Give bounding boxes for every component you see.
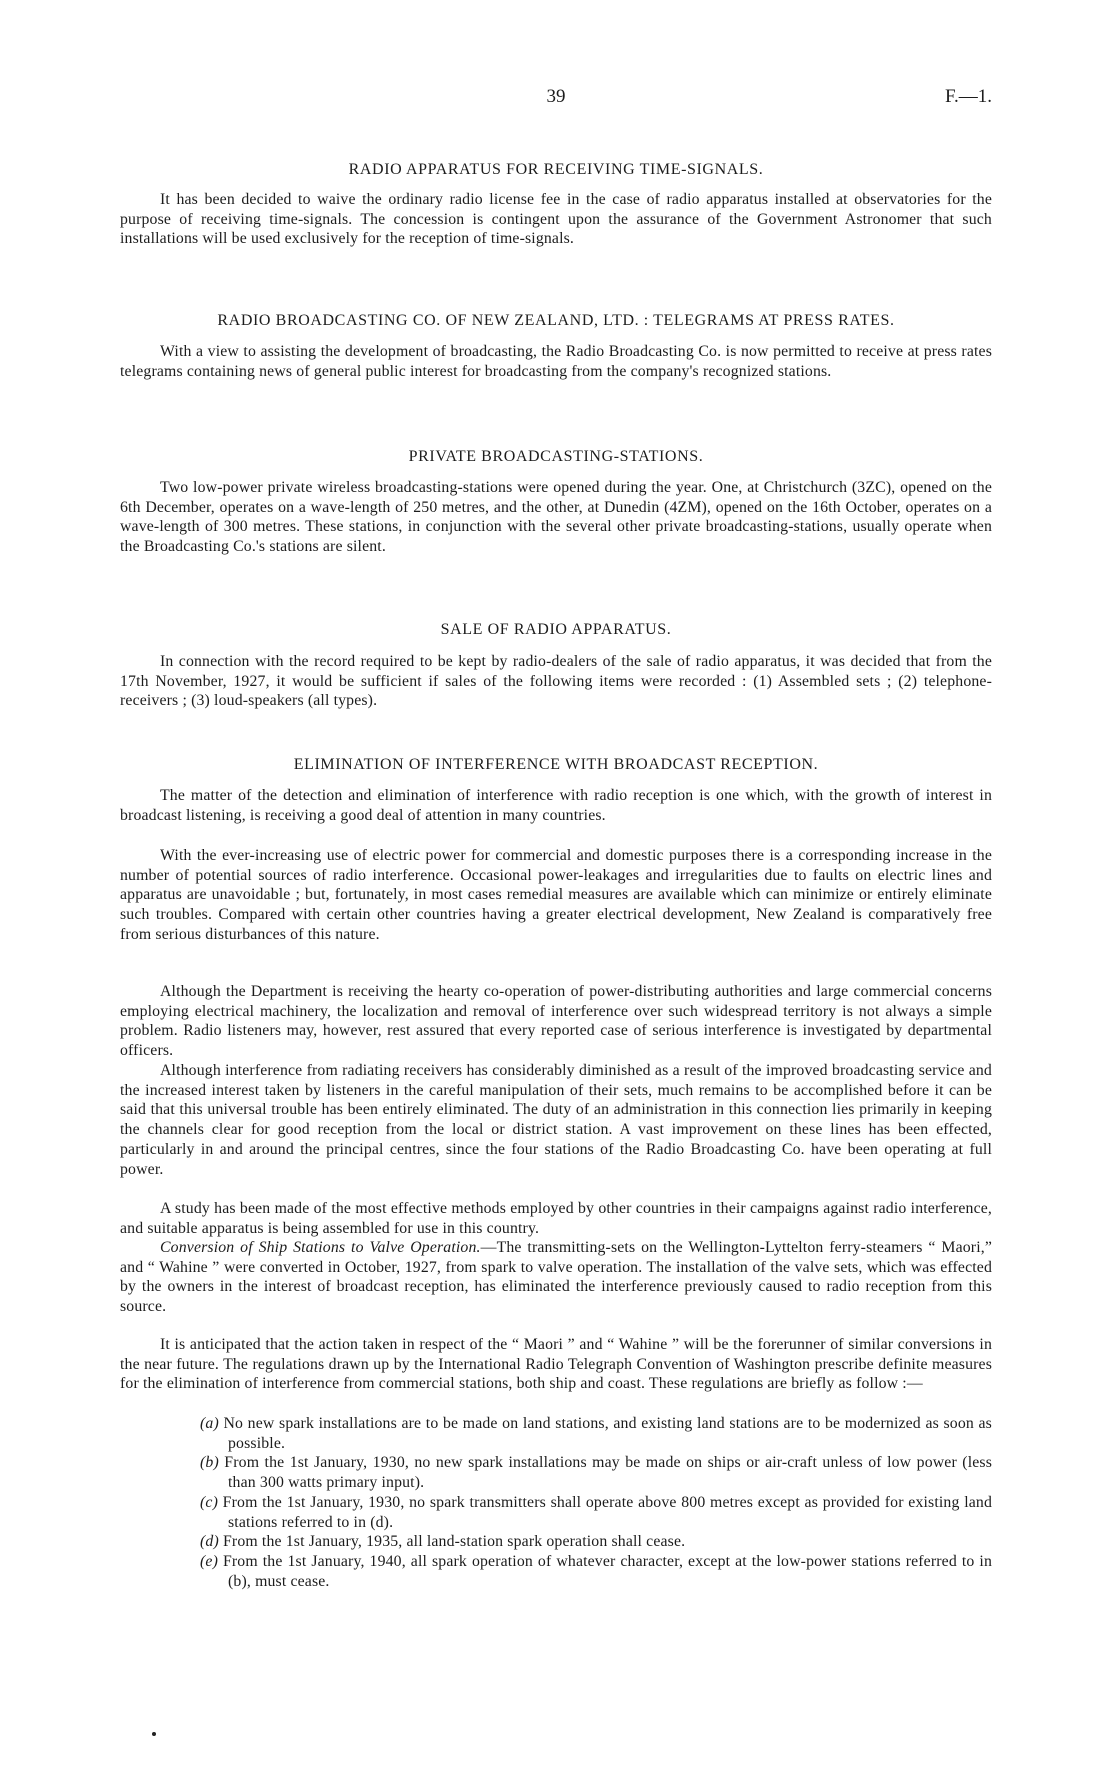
- list-item: [200, 1453, 992, 1492]
- conversion-title: Conversion of Ship Stations to Valve Operation.: [160, 1239, 481, 1256]
- list-item: [200, 1552, 992, 1591]
- list-item: [200, 1493, 992, 1532]
- list-item-text: No new spark installations are to be made on land stations, and existing land stations are to be modernized as soon as possible.: [223, 1415, 992, 1452]
- list-marker: (b): [200, 1454, 219, 1472]
- list-item-text: From the 1st January, 1935, all land-station spark operation shall cease.: [222, 1533, 686, 1551]
- list-item-text: From the 1st January, 1940, all spark operation of whatever character, except at the low-power stations referred to in (b), must cease.: [222, 1552, 992, 1590]
- document-page: [120, 0, 992, 1792]
- paragraph-conversion: [120, 1238, 992, 1317]
- paragraph: Although interference from radiating receivers has considerably diminished as a result of the improved broadcasting service and the increased interest taken by listeners in the careful manipulation of their sets, much remains to be accomplished before it can be said that this universal trouble has been entirely eliminated. The duty of an administration in this connection lies primarily in keeping the channels clear for good reception from the local or district station. A vast improvement on these lines has been effected, particularly in and around the principal centres, since the four stations of the Radio Broadcasting Co. have been operating at full power.: [120, 1062, 992, 1178]
- paragraph: The matter of the detection and elimination of interference with radio reception is one which, with the growth of interest in broadcast listening, is receiving a good deal of attention in many countries.: [120, 787, 992, 824]
- regulations-list: [200, 1414, 992, 1591]
- paragraph: A study has been made of the most effective methods employed by other countries in their campaigns against radio interference, and suitable apparatus is being assembled for use in this country.: [120, 1200, 992, 1237]
- paragraph: With a view to assisting the development of broadcasting, the Radio Broadcasting Co. is now permitted to receive at press rates telegrams containing news of general public interest for broadcasting from the company's recognized stations.: [120, 343, 992, 380]
- list-marker: (d): [200, 1533, 219, 1551]
- page-number: 39: [546, 86, 566, 107]
- paragraph: In connection with the record required to be kept by radio-dealers of the sale of radio apparatus, it was decided that from the 17th November, 1927, it would be sufficient if sales of the following items were recorded : (1) Assembled sets ; (2) telephone-receivers ; (3) loud-speakers (all types).: [120, 653, 992, 710]
- section-heading-interference: ELIMINATION OF INTERFERENCE WITH BROADCAST RECEPTION.: [293, 756, 819, 773]
- paragraph: Although the Department is receiving the hearty co-operation of power-distributing authorities and large commercial concerns employing electrical machinery, the localization and removal of interference over such widespread territory is not always a simple problem. Radio listeners may, however, rest assured that every reported case of serious interference is investigated by departmental officers.: [120, 983, 992, 1060]
- paragraph: Two low-power private wireless broadcasting-stations were opened during the year. One, at Christchurch (3ZC), opened on the 6th December, operates on a wave-length of 250 metres, and the other, at Dunedin (4ZM), opened on the 16th October, operates on a wave-length of 300 metres. These stations, in conjunction with the several other private broadcasting-stations, usually operate when the Broadcasting Co.'s stations are silent.: [120, 479, 992, 556]
- list-item: [200, 1414, 992, 1453]
- list-marker: (e): [200, 1552, 218, 1570]
- section-heading-press-rates: RADIO BROADCASTING CO. OF NEW ZEALAND, LTD. : TELEGRAMS AT PRESS RATES.: [217, 312, 895, 329]
- paragraph: With the ever-increasing use of electric power for commercial and domestic purposes there is a corresponding increase in the number of potential sources of radio interference. Occasional power-leakages and irregularities due to faults on electric lines and apparatus are unavoidable ; but, fortunately, in most cases remedial measures are available which can minimize or entirely eliminate such troubles. Compared with certain other countries having a greater electrical development, New Zealand is comparatively free from serious disturbances of this nature.: [120, 847, 992, 943]
- list-item-text: From the 1st January, 1930, no new spark installations may be made on ships or air-craft unless of low power (less than 300 watts primary input).: [224, 1454, 992, 1492]
- paragraph: It is anticipated that the action taken in respect of the “ Maori ” and “ Wahine ” will be the forerunner of similar conversions in the near future. The regulations drawn up by the International Radio Telegraph Convention of Washington prescribe definite measures for the elimination of interference from commercial stations, both ship and coast. These regulations are briefly as follow :—: [120, 1336, 992, 1393]
- print-mark: [152, 1732, 156, 1736]
- conversion-text: —The transmitting-sets on the Wellington-Lyttelton ferry-steamers “ Maori,” and “ Wahine ” were converted in October, 1927, from spark to valve operation. The installation of the valve sets, which was effected by the owners in the interest of broadcast reception, has eliminated the interference previously caused to radio reception from this source.: [120, 1239, 992, 1316]
- list-marker: (c): [200, 1493, 218, 1511]
- paragraph: It has been decided to waive the ordinary radio license fee in the case of radio apparatus installed at observatories for the purpose of receiving time-signals. The concession is contingent upon the assurance of the Government Astronomer that such installations will be used exclusively for the reception of time-signals.: [120, 191, 992, 248]
- list-item-text: From the 1st January, 1930, no spark transmitters shall operate above 800 metres except as provided for existing land stations referred to in (d).: [222, 1493, 992, 1531]
- list-marker: (a): [200, 1415, 219, 1432]
- list-item: [200, 1532, 992, 1552]
- section-heading-private-stations: PRIVATE BROADCASTING-STATIONS.: [408, 448, 704, 465]
- document-reference: F.—1.: [944, 86, 992, 107]
- page-header: [120, 86, 992, 110]
- section-heading-time-signals: RADIO APPARATUS FOR RECEIVING TIME-SIGNALS.: [348, 161, 764, 178]
- section-heading-sale-of-apparatus: SALE OF RADIO APPARATUS.: [440, 621, 672, 638]
